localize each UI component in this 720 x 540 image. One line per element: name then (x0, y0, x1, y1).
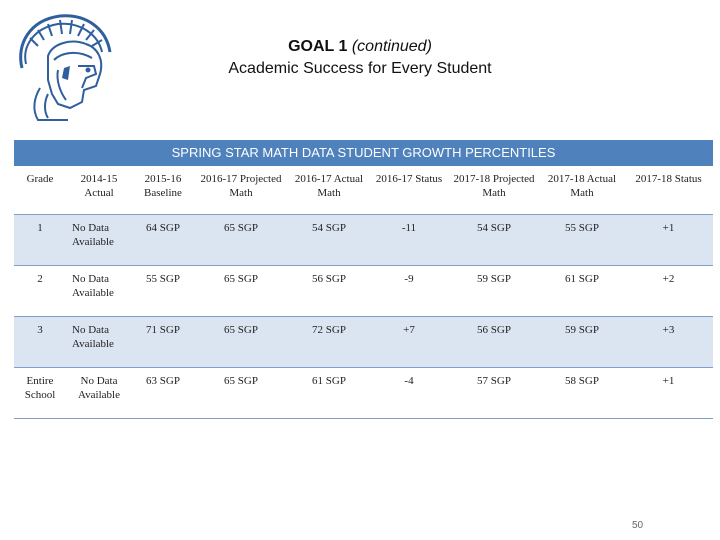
header-2014-15-actual: 2014-15 Actual (66, 166, 132, 214)
goal-continued: (continued) (351, 38, 432, 55)
cell-2017-18-actual: 55 SGP (540, 214, 624, 265)
cell-2014-15: No Data Available (66, 214, 132, 265)
header-2015-16-baseline: 2015-16 Baseline (132, 166, 194, 214)
cell-2017-18-status: +1 (624, 214, 713, 265)
cell-2016-17-projected: 65 SGP (194, 316, 288, 367)
cell-2014-15: No Data Available (66, 316, 132, 367)
cell-2016-17-status: +7 (370, 316, 448, 367)
cell-grade: Entire School (14, 367, 66, 418)
header-2017-18-actual: 2017-18 Actual Math (540, 166, 624, 214)
cell-2017-18-projected: 54 SGP (448, 214, 540, 265)
cell-2015-16: 55 SGP (132, 265, 194, 316)
header-2017-18-status: 2017-18 Status (624, 166, 713, 214)
cell-2016-17-projected: 65 SGP (194, 367, 288, 418)
page-subtitle: Academic Success for Every Student (228, 60, 492, 77)
cell-2017-18-projected: 56 SGP (448, 316, 540, 367)
cell-2017-18-actual: 58 SGP (540, 367, 624, 418)
header-2016-17-actual: 2016-17 Actual Math (288, 166, 370, 214)
cell-2016-17-actual: 61 SGP (288, 367, 370, 418)
header-2016-17-status: 2016-17 Status (370, 166, 448, 214)
cell-2016-17-actual: 56 SGP (288, 265, 370, 316)
cell-2016-17-actual: 72 SGP (288, 316, 370, 367)
header-2017-18-projected: 2017-18 Projected Math (448, 166, 540, 214)
spartan-helmet-logo (8, 8, 126, 126)
cell-2017-18-status: +2 (624, 265, 713, 316)
goal-title (150, 36, 570, 58)
cell-2015-16: 71 SGP (132, 316, 194, 367)
cell-2016-17-status: -11 (370, 214, 448, 265)
table-row (14, 214, 713, 265)
cell-2016-17-status: -9 (370, 265, 448, 316)
title-block (150, 36, 570, 80)
table-row (14, 265, 713, 316)
header-grade: Grade (14, 166, 66, 214)
cell-grade: 2 (14, 265, 66, 316)
cell-2017-18-status: +1 (624, 367, 713, 418)
table-row (14, 367, 713, 418)
table-header-row (14, 166, 713, 214)
cell-2017-18-status: +3 (624, 316, 713, 367)
cell-2016-17-actual: 54 SGP (288, 214, 370, 265)
cell-2015-16: 63 SGP (132, 367, 194, 418)
cell-2017-18-actual: 61 SGP (540, 265, 624, 316)
cell-2017-18-actual: 59 SGP (540, 316, 624, 367)
cell-2016-17-projected: 65 SGP (194, 214, 288, 265)
table-row (14, 316, 713, 367)
cell-2017-18-projected: 57 SGP (448, 367, 540, 418)
table-banner: SPRING STAR MATH DATA STUDENT GROWTH PERCENTILES (14, 140, 713, 166)
goal-label: GOAL 1 (288, 38, 348, 55)
cell-2015-16: 64 SGP (132, 214, 194, 265)
header-2016-17-projected: 2016-17 Projected Math (194, 166, 288, 214)
cell-grade: 1 (14, 214, 66, 265)
cell-grade: 3 (14, 316, 66, 367)
cell-2016-17-status: -4 (370, 367, 448, 418)
cell-2017-18-projected: 59 SGP (448, 265, 540, 316)
cell-2014-15: No Data Available (66, 265, 132, 316)
sgp-table (14, 166, 713, 419)
cell-2016-17-projected: 65 SGP (194, 265, 288, 316)
cell-2014-15: No Data Available (66, 367, 132, 418)
page-number: 50 (632, 520, 644, 531)
